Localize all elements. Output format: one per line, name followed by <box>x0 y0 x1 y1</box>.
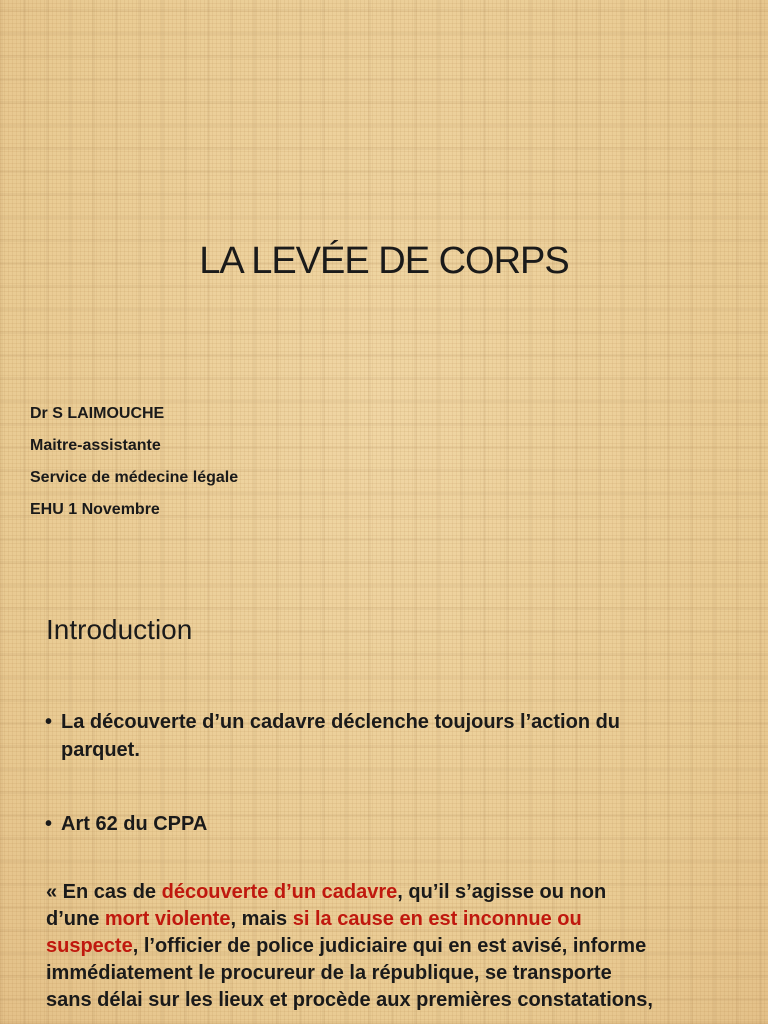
presentation-title: LA LEVÉE DE CORPS <box>199 240 569 282</box>
quote-text: immédiatement le procureur de la république, se transporte <box>46 962 612 984</box>
quote-highlight: découverte d’un cadavre <box>161 881 398 903</box>
quote-text: , mais <box>230 908 293 930</box>
quote-highlight: si la cause en est inconnue ou <box>292 908 582 930</box>
bullet-symbol: • <box>45 813 53 835</box>
bullet-text: La découverte d’un cadavre déclenche toujours l’action du <box>61 711 621 733</box>
article-quote <box>46 879 746 1014</box>
author-hospital: EHU 1 Novembre <box>30 501 160 518</box>
quote-text: , qu’il s’agisse ou non <box>397 881 607 903</box>
introduction-slide <box>0 590 768 1024</box>
author-position: Maitre-assistante <box>30 437 161 454</box>
bullet-text-continued: parquet. <box>61 739 140 761</box>
bullet-symbol: • <box>45 711 53 733</box>
quote-text: , l’officier de police judiciaire qui en est avisé, informe <box>132 935 647 957</box>
quote-highlight: suspecte <box>46 935 133 957</box>
quote-text: « En cas de <box>46 881 162 903</box>
author-name: Dr S LAIMOUCHE <box>30 405 165 422</box>
author-info <box>30 398 238 526</box>
quote-highlight: mort violente <box>104 908 231 930</box>
quote-text: sans délai sur les lieux et procède aux premières constatations, <box>46 989 653 1011</box>
quote-text: d’une <box>46 908 105 930</box>
bullet-item <box>45 708 705 764</box>
bullet-text: Art 62 du CPPA <box>61 813 208 835</box>
section-heading: Introduction <box>46 614 193 645</box>
bullet-item <box>45 810 207 838</box>
author-department: Service de médecine légale <box>30 469 239 486</box>
